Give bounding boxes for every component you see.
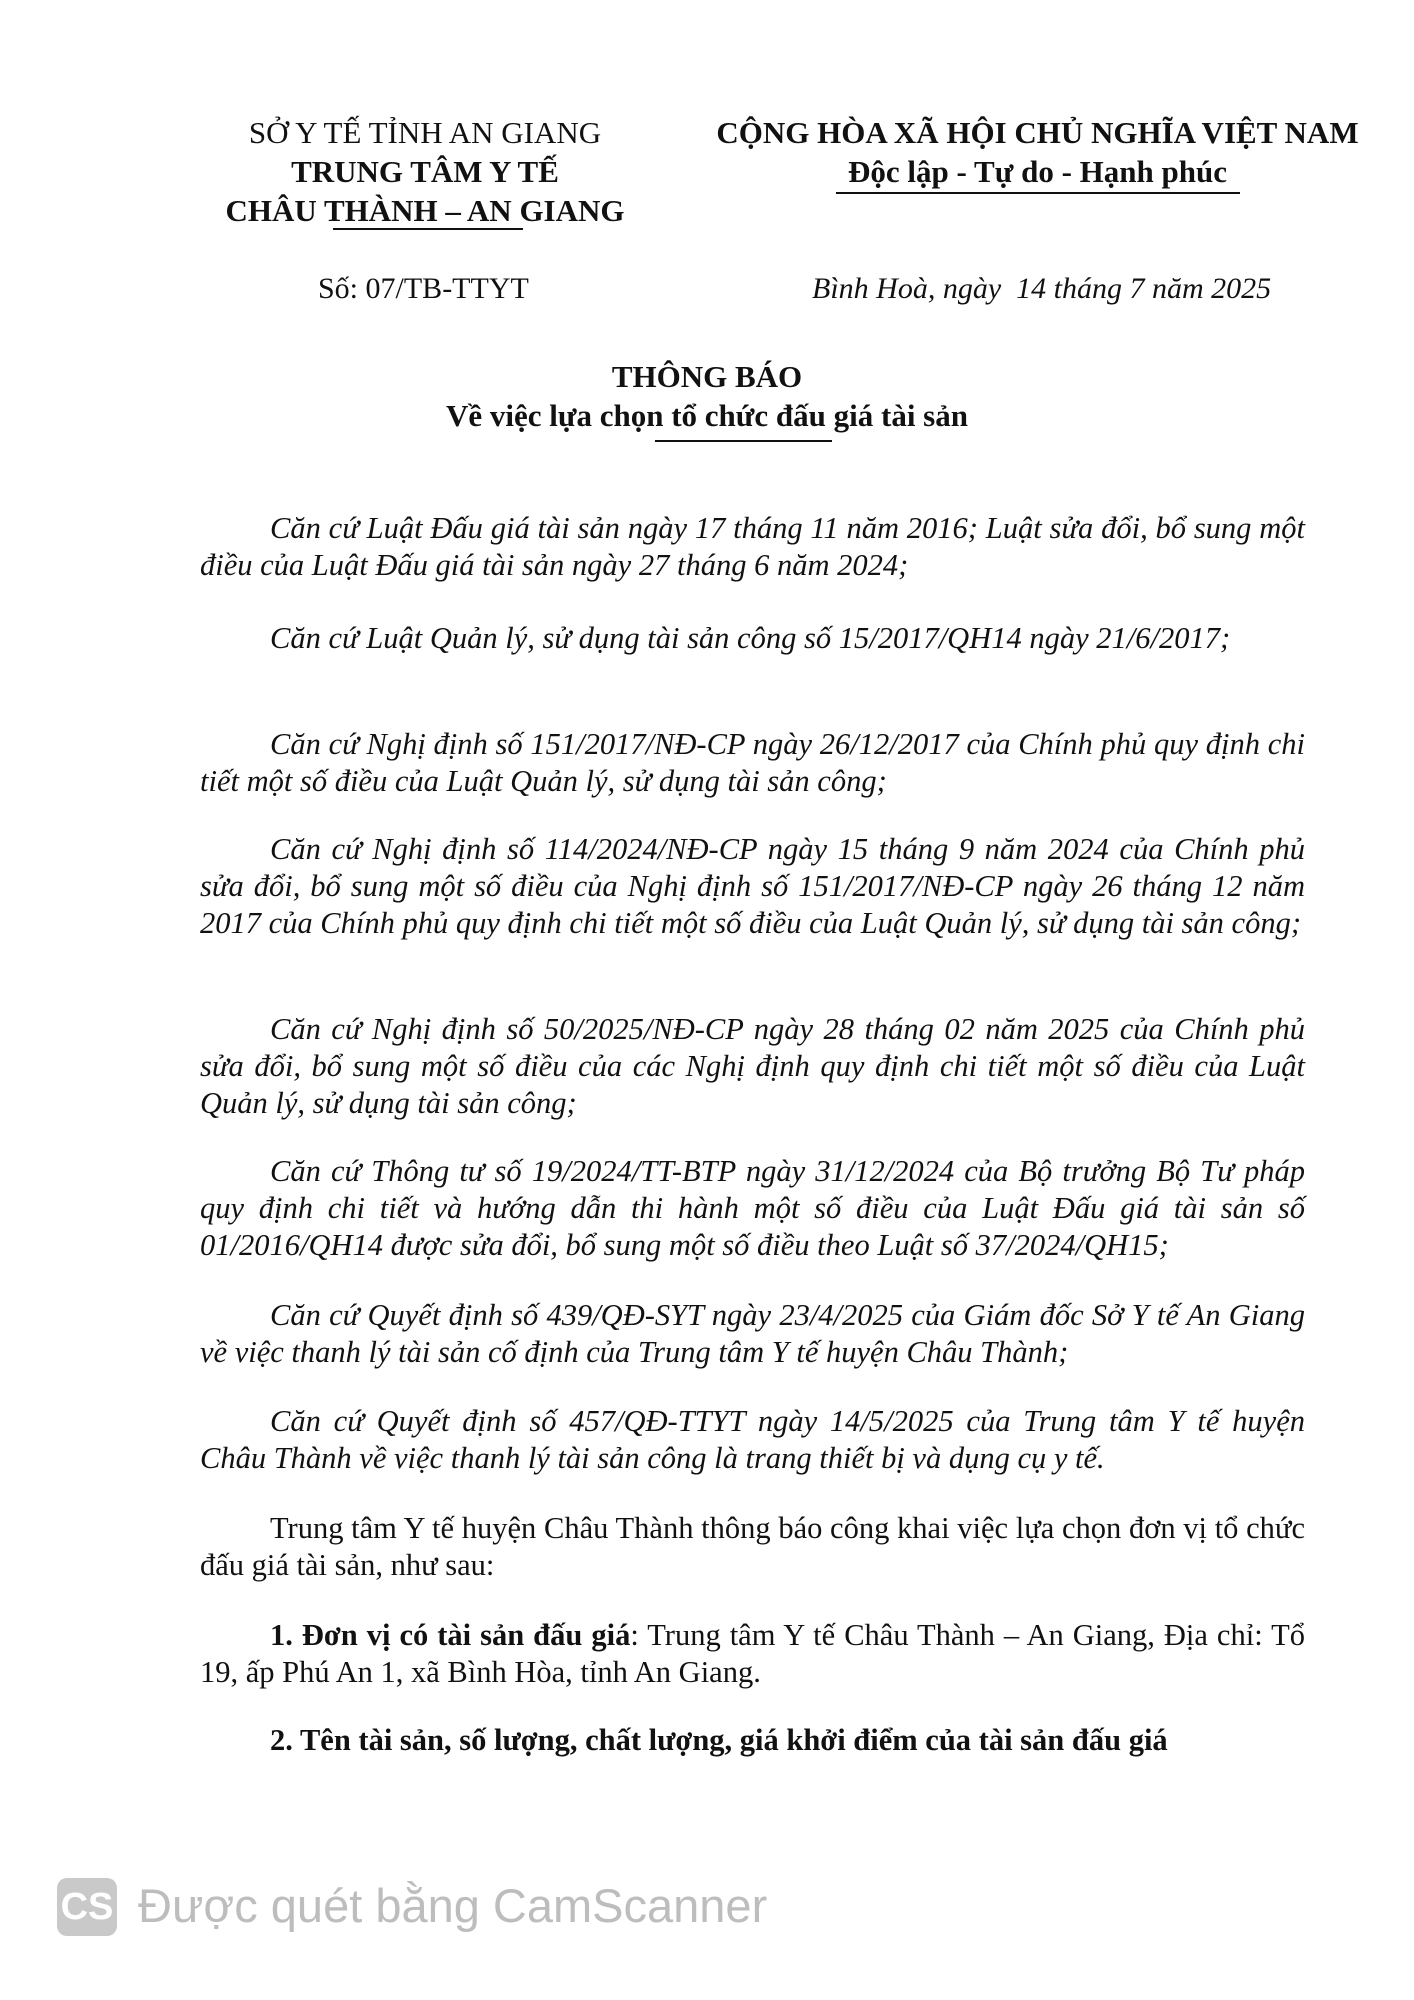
intro-paragraph: Trung tâm Y tế huyện Châu Thành thông báo công khai việc lựa chọn đơn vị tổ chức đấu giá tài sản, như sau: — [200, 1511, 1305, 1582]
section-1 — [200, 1617, 1305, 1691]
section-1-heading: 1. Đơn vị có tài sản đấu giá — [270, 1618, 631, 1652]
legal-basis-6: Căn cứ Thông tư số 19/2024/TT-BTP ngày 31/12/2024 của Bộ trưởng Bộ Tư pháp quy định chi tiết và hướng dẫn thi hành một số điều của Luật Đấu giá tài sản số 01/2016/QH14 được sửa đổi, bổ sung một số điều theo Luật số 37/2024/QH15; — [200, 1154, 1305, 1262]
national-motto-block — [700, 113, 1375, 191]
legal-basis-5: Căn cứ Nghị định số 50/2025/NĐ-CP ngày 28 tháng 02 năm 2025 của Chính phủ sửa đổi, bổ sung một số điều của các Nghị định quy định chi tiết một số điều của Luật Quản lý, sử dụng tài sản công; — [200, 1012, 1305, 1120]
issuer-underline — [333, 228, 523, 230]
legal-basis-2: Căn cứ Luật Quản lý, sử dụng tài sản công số 15/2017/QH14 ngày 21/6/2017; — [270, 621, 1231, 655]
legal-basis-7: Căn cứ Quyết định số 439/QĐ-SYT ngày 23/4/2025 của Giám đốc Sở Y tế An Giang về việc thanh lý tài sản cố định của Trung tâm Y tế huyện Châu Thành; — [200, 1298, 1305, 1369]
issuer-location: CHÂU THÀNH – AN GIANG — [225, 193, 625, 228]
camscanner-logo: CS — [57, 1878, 117, 1936]
issuer-center: TRUNG TÂM Y TẾ — [291, 154, 559, 189]
issuer-department: SỞ Y TẾ TỈNH AN GIANG — [248, 115, 602, 150]
section-2-heading: 2. Tên tài sản, số lượng, chất lượng, giá khởi điểm của tài sản đấu giá — [270, 1723, 1168, 1757]
legal-basis-4: Căn cứ Nghị định số 114/2024/NĐ-CP ngày 15 tháng 9 năm 2024 của Chính phủ sửa đổi, bổ sung một số điều của Nghị định số 151/2017/NĐ-CP ngày 26 tháng 12 năm 2017 của Chính phủ quy định chi tiết một số điều của Luật Quản lý, sử dụng tài sản công; — [200, 832, 1305, 940]
legal-basis-1: Căn cứ Luật Đấu giá tài sản ngày 17 tháng 11 năm 2016; Luật sửa đổi, bổ sung một điều của Luật Đấu giá tài sản ngày 27 tháng 6 năm 2024; — [200, 511, 1305, 582]
motto-underline — [836, 192, 1240, 194]
subtitle-underline — [655, 440, 832, 442]
section-1-text: : Trung tâm Y tế Châu Thành – An Giang, Địa chỉ: Tổ 19, ấp Phú An 1, xã Bình Hòa, tỉnh An Giang. — [200, 1618, 1305, 1689]
document-title: THÔNG BÁO — [611, 359, 803, 394]
legal-basis-3: Căn cứ Nghị định số 151/2017/NĐ-CP ngày 26/12/2017 của Chính phủ quy định chi tiết một số điều của Luật Quản lý, sử dụng tài sản công; — [200, 727, 1305, 798]
issuer-block — [200, 113, 650, 230]
document-date: Bình Hoà, ngày 14 tháng 7 năm 2025 — [812, 272, 1272, 305]
document-number: Số: 07/TB-TTYT — [318, 272, 529, 305]
country-name: CỘNG HÒA XÃ HỘI CHỦ NGHĨA VIỆT NAM — [716, 115, 1359, 150]
camscanner-watermark-text: Được quét bằng CamScanner — [138, 1879, 768, 1932]
document-subtitle: Về việc lựa chọn tổ chức đấu giá tài sản — [445, 398, 968, 433]
legal-basis-8: Căn cứ Quyết định số 457/QĐ-TTYT ngày 14/5/2025 của Trung tâm Y tế huyện Châu Thành về việc thanh lý tài sản công là trang thiết bị và dụng cụ y tế. — [200, 1404, 1305, 1475]
motto: Độc lập - Tự do - Hạnh phúc — [848, 154, 1227, 189]
